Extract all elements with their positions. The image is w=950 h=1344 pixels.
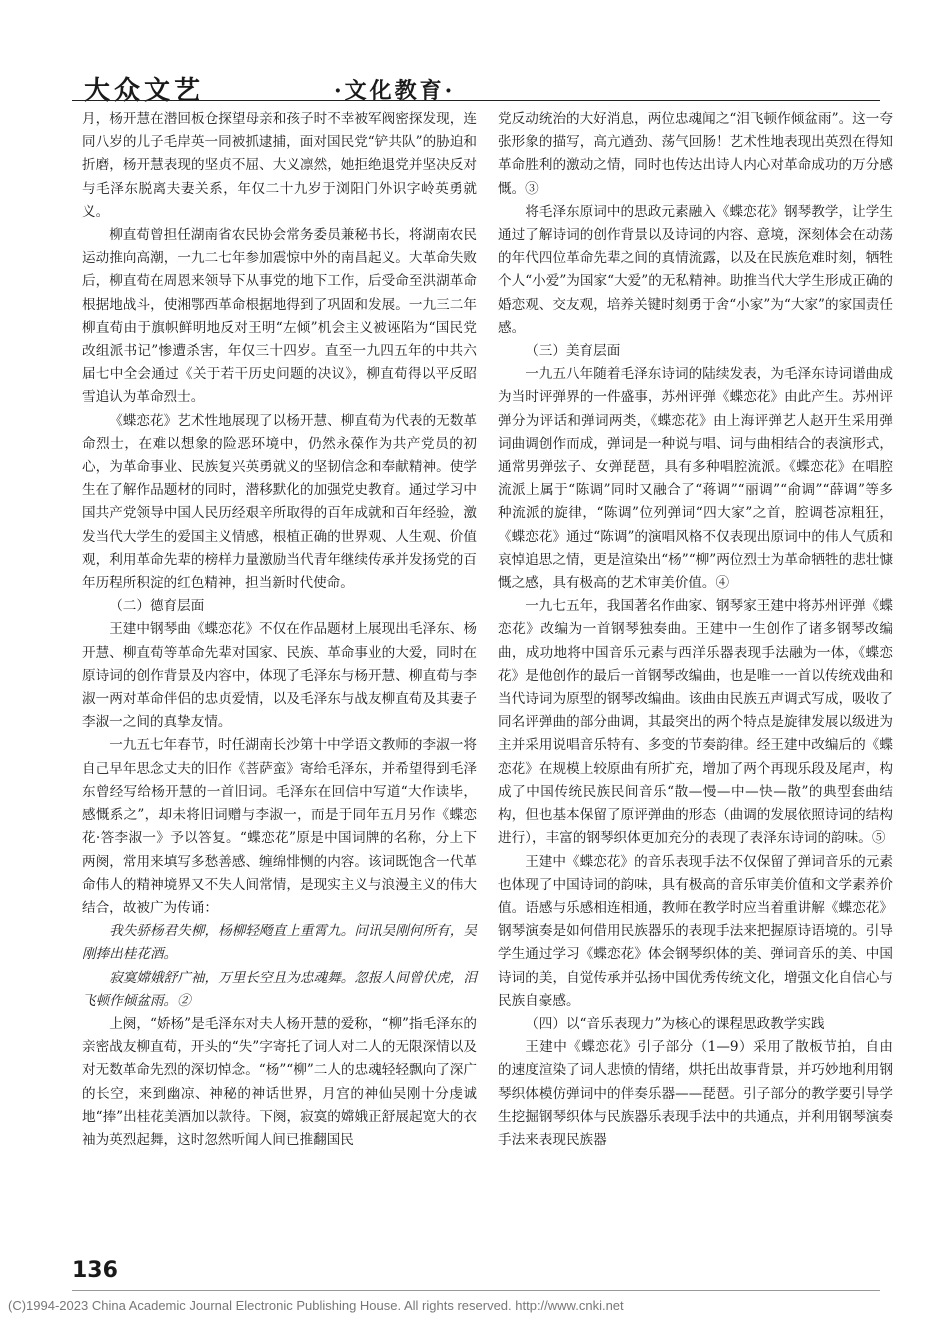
paragraph: 一九五七年春节，时任湖南长沙第十中学语文教师的李淑一将自己早年思念丈夫的旧作《菩萨蛮》寄给毛泽东，并希望得到毛泽东曾经写给杨开慧的一首旧词。毛泽东在回信中写道“大作读毕，感慨系之”，却未将旧词赠与李淑一，而是于同年五月另作《蝶恋花·答李淑一》予以答复。“蝶恋花”原是中国词牌的名称，分上下两阕，常用来填写多愁善感、缠绵悱恻的内容。该词既饱含一代革命伟人的精神境界又不失人间常情，是现实主义与浪漫主义的伟大结合，故被广为传诵： — [82, 737, 477, 916]
left-column — [82, 108, 477, 1152]
section-heading: （二）德育层面 — [109, 598, 205, 615]
paragraph: 王建中《蝶恋花》的音乐表现手法不仅保留了弹词音乐的元素也体现了中国诗词的韵味，具有极高的音乐审美价值和文学素养价值。语感与乐感相连相通，教师在教学时应当着重讲解《蝶恋花》钢琴演奏是如何借用民族器乐的表现手法来把握原诗语境的。引导学生通过学习《蝶恋花》体会钢琴织体的美、弹词音乐的美、中国诗词的美，自觉传承并弘扬中国优秀传统文化，增强文化自信心与民族自豪感。 — [498, 853, 893, 1009]
paragraph: 党反动统治的大好消息，两位忠魂闻之“泪飞顿作倾盆雨”。这一夸张形象的描写，高亢遒劲、荡气回肠！艺术性地表现出英烈在得知革命胜利的激动之情，同时也传达出诗人内心对革命成功的万分感慨。③ — [498, 111, 893, 197]
paragraph: 月，杨开慧在潜回板仓探望母亲和孩子时不幸被军阀密探发现，连同八岁的儿子毛岸英一同被抓逮捕，面对国民党“铲共队”的胁迫和折磨，杨开慧表现的坚贞不屈、大义凛然，她拒绝退党并坚决反对与毛泽东脱离夫妻关系，年仅二十九岁于浏阳门外识字岭英勇就义。 — [82, 111, 477, 220]
paragraph: 将毛泽东原词中的思政元素融入《蝶恋花》钢琴教学，让学生通过了解诗词的创作背景以及诗词的内容、意境，深刻体会在动荡的年代四位革命先辈之间的真情流露，以及在民族危难时刻，牺牲个人“小爱”为国家“大爱”的无私精神。助推当代大学生形成正确的婚恋观、交友观，培养关键时刻勇于舍“小家”为“大家”的家国责任感。 — [498, 203, 893, 336]
paragraph: 《蝶恋花》艺术性地展现了以杨开慧、柳直荀为代表的无数革命烈士，在难以想象的险恶环境中，仍然永葆作为共产党员的初心，为革命事业、民族复兴英勇就义的坚韧信念和奉献精神。使学生在了解作品题材的同时，潜移默化的加强党史教育。通过学习中国共产党领导中国人民历经艰辛所取得的百年成就和百年经验，激发当代大学生的爱国主义情感，根植正确的世界观、人生观、价值观，利用革命先辈的榜样力量激励当代青年继续传承并发扬党的百年历程所积淀的红色精神，担当新时代使命。 — [82, 412, 477, 592]
header-divider — [72, 100, 880, 101]
paragraph: 上阕，“娇杨”是毛泽东对夫人杨开慧的爱称，“柳”指毛泽东的亲密战友柳直荀，开头的“失”字寄托了词人对二人的无限深情以及对无数革命先烈的深切悼念。“杨”“柳”二人的忠魂轻轻飘向了深广的长空，来到幽凉、神秘的神话世界，月宫的神仙吴刚十分虔诚地“捧”出桂花美酒加以款待。下阕，寂寞的嫦娥正舒展起宽大的衣袖为英烈起舞，这时忽然听闻人间已推翻国民 — [82, 1015, 477, 1148]
section-heading: （三）美育层面 — [525, 343, 621, 360]
paragraph: 王建中钢琴曲《蝶恋花》不仅在作品题材上展现出毛泽东、杨开慧、柳直荀等革命先辈对国家、民族、革命事业的大爱，同时在原诗词的创作背景及内容中，体现了毛泽东与杨开慧、柳直荀与李淑一两对革命伴侣的忠贞爱情，以及毛泽东与战友柳直荀及其妻子李淑一之间的真挚友情。 — [82, 621, 477, 731]
section-heading: （四）以“音乐表现力”为核心的课程思政教学实践 — [525, 1015, 825, 1032]
footer-divider — [72, 1290, 880, 1291]
paragraph: 王建中《蝶恋花》引子部分（1—9）采用了散板节拍，自由的速度渲染了词人悲愤的情绪，烘托出故事背景，并巧妙地利用钢琴织体模仿弹词中的伴奏乐器——琵琶。引子部分的教学要引导学生挖掘钢琴织体与民族器乐表现手法中的共通点，并利用钢琴演奏手法来表现民族器 — [498, 1039, 893, 1148]
copyright-notice: (C)1994-2023 China Academic Journal Electronic Publishing House. All rights reserved. http://www.cnki.net — [8, 1298, 624, 1313]
right-column — [498, 108, 893, 1152]
poem-stanza: 寂寞嫦娥舒广袖，万里长空且为忠魂舞。忽报人间曾伏虎，泪飞顿作倾盆雨。② — [82, 969, 477, 1009]
section-title: ·文化教育· — [334, 78, 456, 104]
paragraph: 一九五八年随着毛泽东诗词的陆续发表，为毛泽东诗词谱曲成为当时评弹界的一件盛事，苏州评弹《蝶恋花》由此产生。苏州评弹分为评话和弹词两类，《蝶恋花》由上海评弹艺人赵开生采用弹词曲调创作而成，弹词是一种说与唱、词与曲相结合的表演形式，通常男弹弦子、女弹琵琶，具有多种唱腔流派。《蝶恋花》在唱腔流派上属于“陈调”同时又融合了“蒋调”“丽调”“俞调”“薛调”等多种流派的旋律，“陈调”位列弹词“四大家”之首，腔调苍凉粗狂，《蝶恋花》通过“陈调”的演唱风格不仅表现出原词中的伟人气质和哀悼追思之情，更是渲染出“杨”“柳”两位烈士为革命牺牲的悲壮慷慨之感，具有极高的艺术审美价值。④ — [498, 366, 893, 592]
poem-stanza: 我失骄杨君失柳，杨柳轻飏直上重霄九。问讯吴刚何所有，吴刚捧出桂花酒。 — [82, 923, 477, 963]
paragraph: 一九七五年，我国著名作曲家、钢琴家王建中将苏州评弹《蝶恋花》改编为一首钢琴独奏曲。王建中一生创作了诸多钢琴改编曲，成功地将中国音乐元素与西洋乐器表现手法融为一体，《蝶恋花》是他创作的最后一首钢琴改编曲，也是唯一一首以传统戏曲和当代诗词为原型的钢琴改编曲。该曲由民族五声调式写成，吸收了同名评弹曲的部分曲调，其最突出的两个特点是旋律发展以级进为主并采用说唱音乐特有、多变的节奏韵律。经王建中改编后的《蝶恋花》在规模上较原曲有所扩充，增加了两个再现乐段及尾声，构成了中国传统民族民间音乐“散—慢—中—快—散”的典型套曲结构，但也基本保留了原评弹曲的形态（曲调的发展依照诗词的结构进行），丰富的钢琴织体更加充分的表现了表泽东诗词的韵味。⑤ — [498, 598, 893, 847]
paragraph: 柳直荀曾担任湖南省农民协会常务委员兼秘书长，将湖南农民运动推向高潮，一九二七年参加震惊中外的南昌起义。大革命失败后，柳直荀在周恩来领导下从事党的地下工作，后受命至洪湖革命根据地战斗，使湘鄂西革命根据地得到了巩固和发展。一九三二年柳直荀由于旗帜鲜明地反对王明“左倾”机会主义被诬陷为“国民党改组派书记”惨遭杀害，年仅三十四岁。直至一九四五年的中共六届七中全会通过《关于若干历史问题的决议》，柳直荀得以平反昭雪追认为革命烈士。 — [82, 227, 477, 406]
page-number: 136 — [72, 1258, 118, 1283]
journal-title: 大众文艺 — [84, 76, 205, 106]
